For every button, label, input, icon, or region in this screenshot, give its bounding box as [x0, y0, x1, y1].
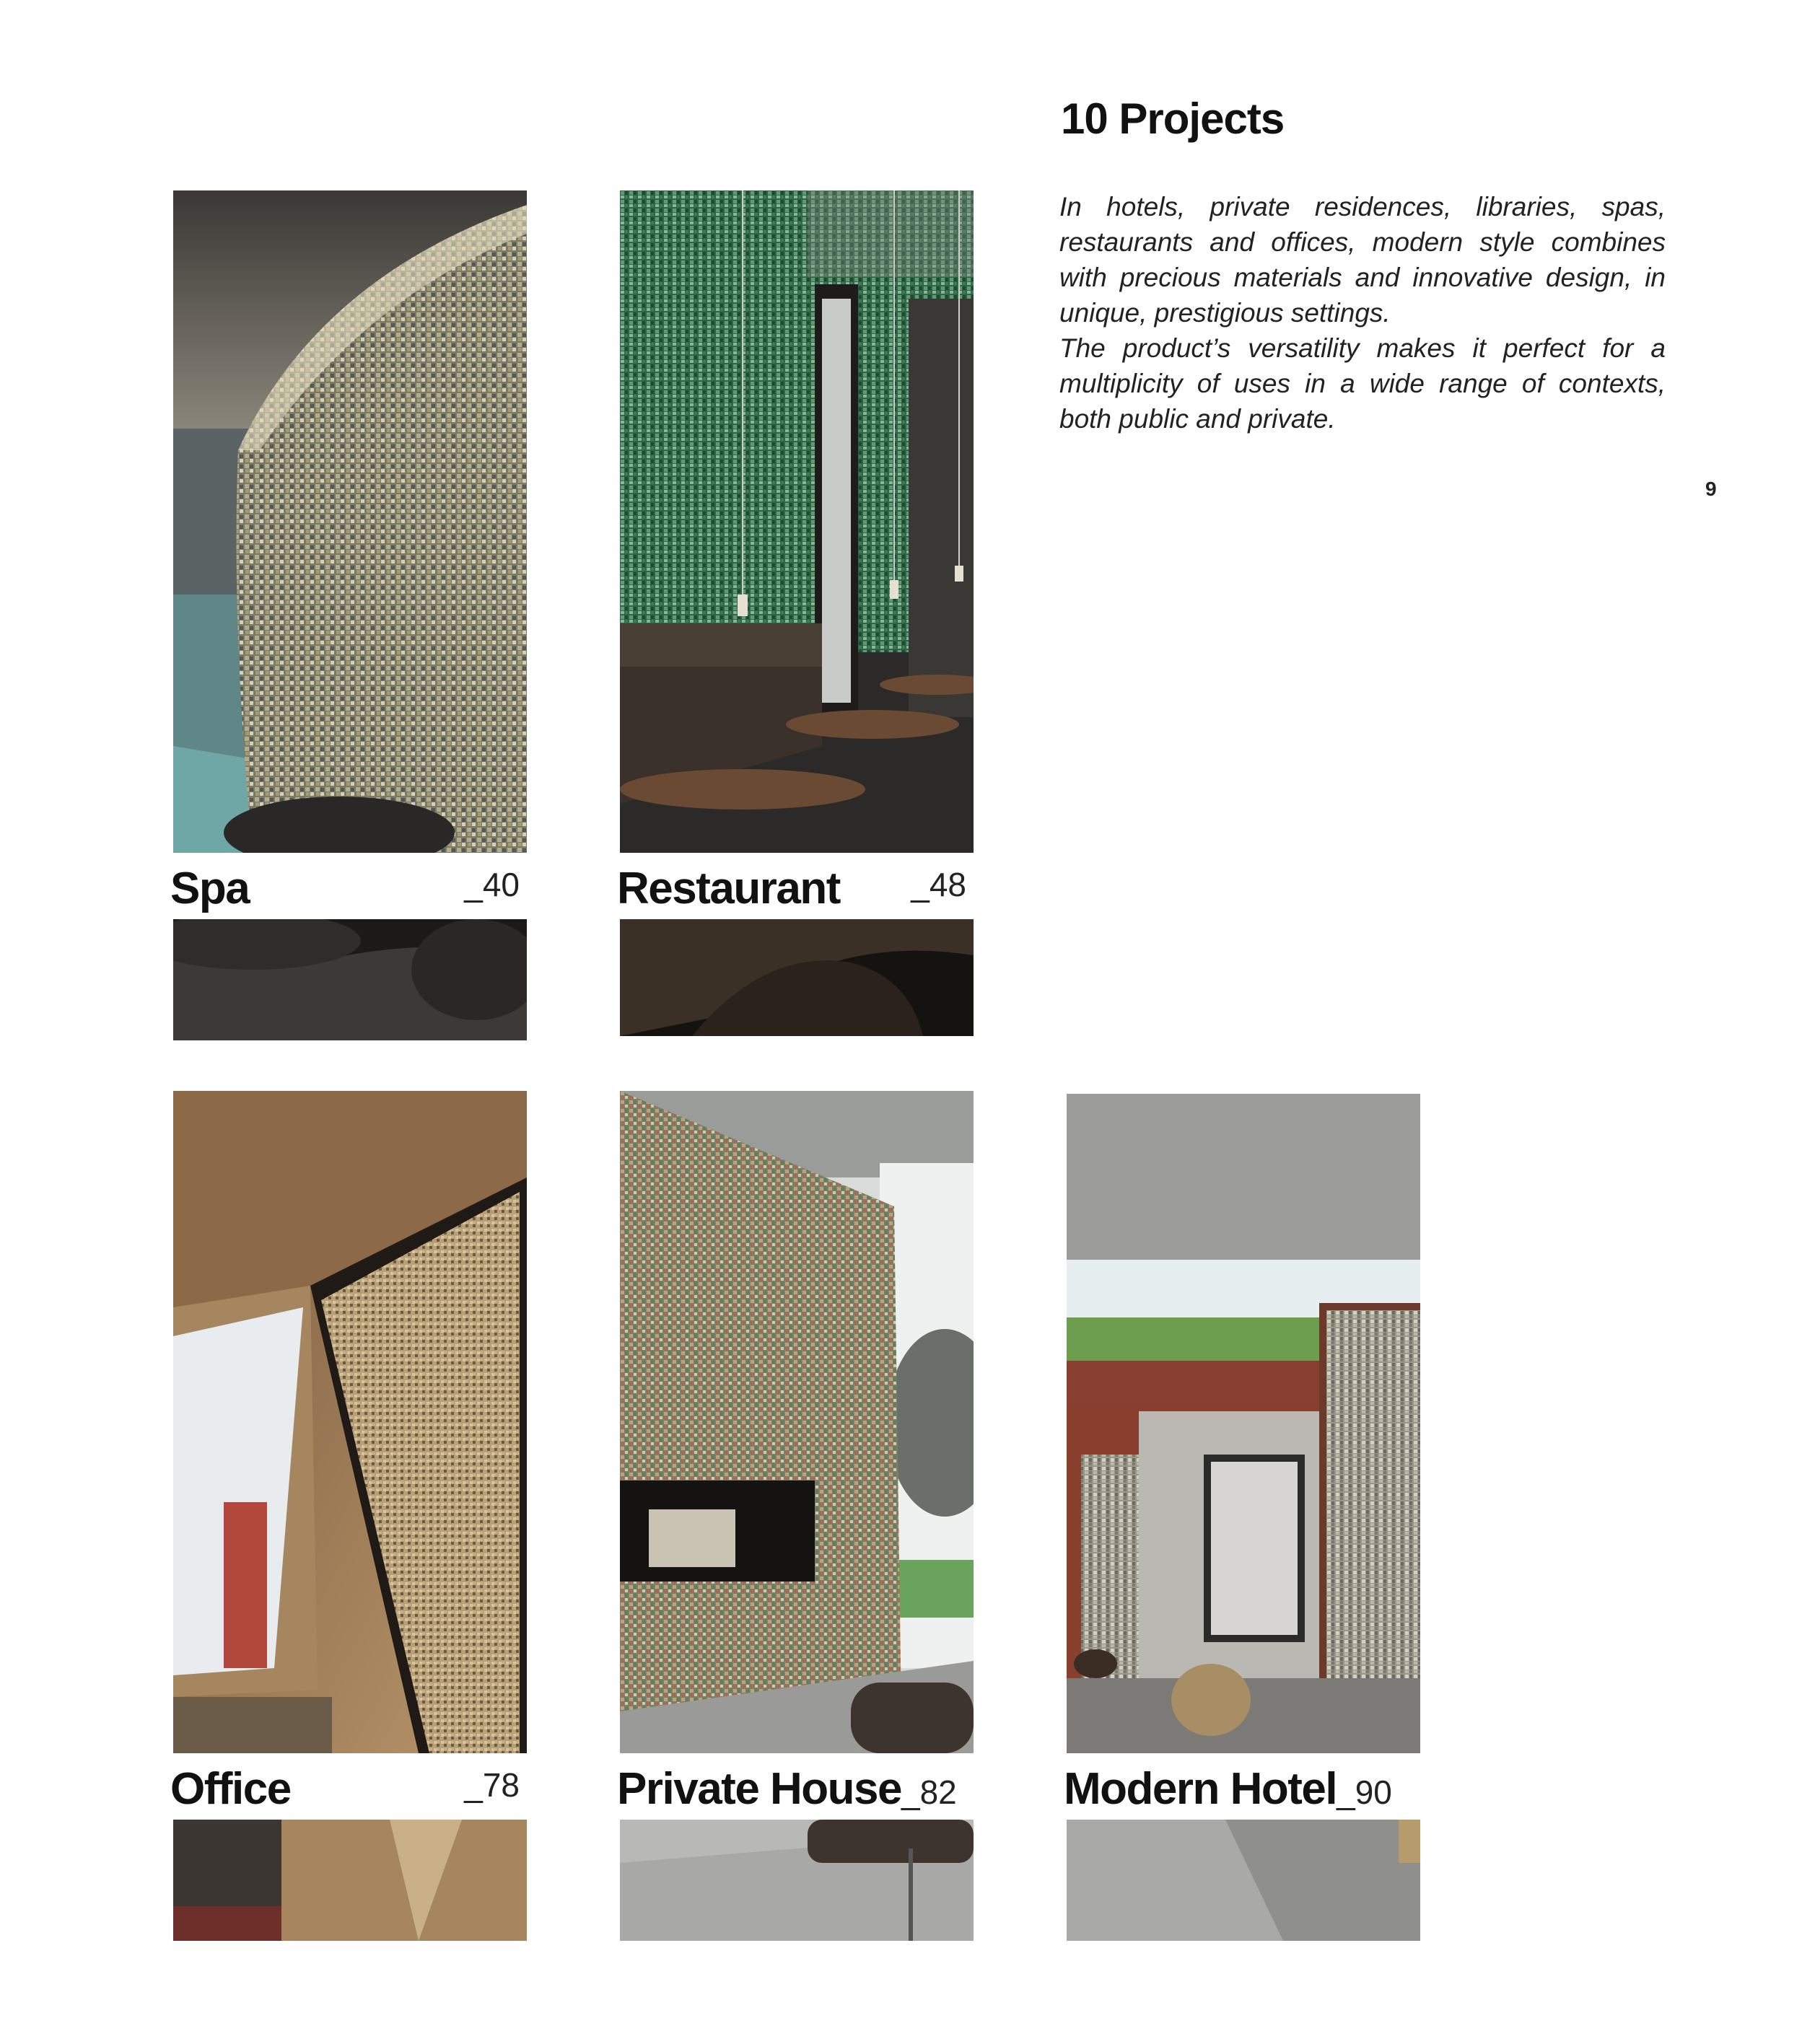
- page-number: 9: [1705, 478, 1717, 500]
- spa-title: Spa: [170, 864, 250, 913]
- spa-page: _40: [464, 866, 520, 903]
- intro-paragraph-2: The product’s versatility makes it perfect for a multiplicity of uses in a wide range of contexts, both public and private.: [1059, 333, 1666, 434]
- page-title: 10 Projects: [1061, 95, 1285, 143]
- office-photo-bottom: [173, 1820, 527, 1941]
- private-house-photo-bottom: [620, 1820, 974, 1941]
- office-caption: [170, 1753, 546, 1825]
- private-house-caption: [617, 1753, 992, 1825]
- modern-hotel-caption: [1064, 1753, 1439, 1825]
- intro-paragraph-1: In hotels, private residences, libraries, spas, restaurants and offices, modern style combines with precious materials and innovative design, in unique, prestigious settings.: [1059, 192, 1666, 328]
- private-house-photo-top: [620, 1091, 974, 1753]
- project-card-spa[interactable]: [170, 190, 527, 1040]
- restaurant-photo-top: [620, 190, 974, 853]
- spa-caption: [170, 853, 546, 925]
- modern-hotel-photo-bottom: [1067, 1820, 1420, 1941]
- project-card-private-house[interactable]: [617, 1091, 974, 1941]
- intro-text: [1059, 189, 1666, 437]
- restaurant-caption: [617, 853, 992, 925]
- office-title: Office: [170, 1764, 291, 1814]
- restaurant-page: _48: [911, 866, 966, 903]
- office-page: _78: [464, 1766, 520, 1804]
- spa-photo-top: [173, 190, 527, 853]
- spa-photo-bottom: [173, 919, 527, 1040]
- project-card-office[interactable]: [170, 1091, 527, 1941]
- project-card-restaurant[interactable]: [617, 190, 974, 1036]
- restaurant-title: Restaurant: [617, 864, 840, 913]
- modern-hotel-title: Modern Hotel: [1064, 1764, 1337, 1814]
- restaurant-photo-bottom: [620, 919, 974, 1036]
- office-photo-top: [173, 1091, 527, 1753]
- modern-hotel-photo-top: [1067, 1094, 1420, 1753]
- private-house-title: Private House: [617, 1764, 902, 1814]
- private-house-page: _82: [901, 1773, 957, 1811]
- modern-hotel-page: _90: [1337, 1773, 1392, 1811]
- project-card-modern-hotel[interactable]: [1064, 1094, 1420, 1941]
